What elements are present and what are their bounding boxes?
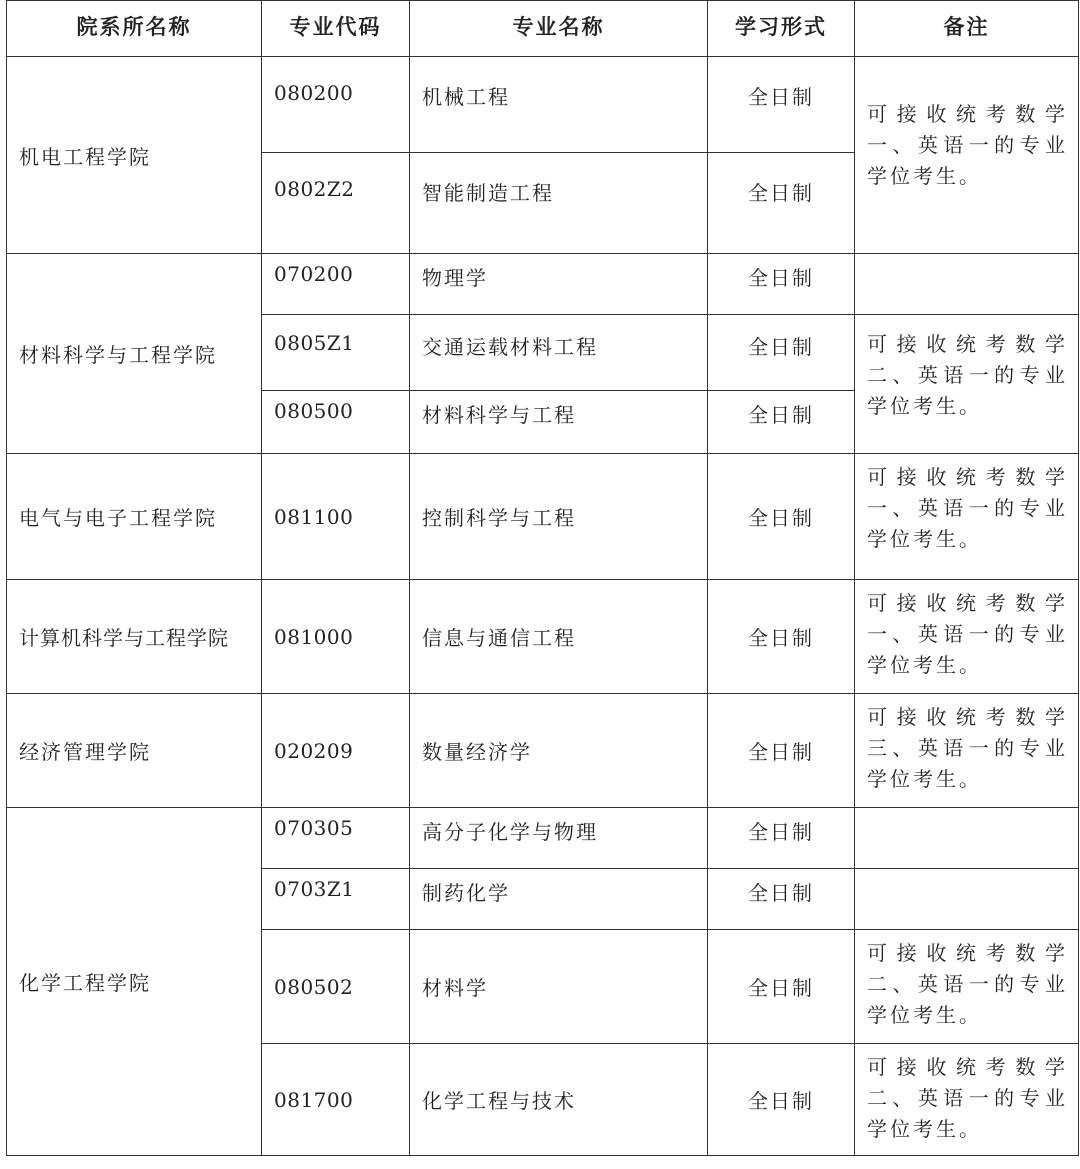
name-cell: 材料科学与工程 xyxy=(410,391,708,454)
name-cell: 化学工程与技术 xyxy=(410,1044,708,1156)
header-form: 学习形式 xyxy=(708,1,855,57)
code-cell: 081700 xyxy=(262,1044,410,1156)
school-cell: 化学工程学院 xyxy=(7,808,262,1156)
name-cell: 控制科学与工程 xyxy=(410,454,708,580)
note-cell: 可接收统考数学二、英语一的专业学位考生。 xyxy=(855,315,1079,454)
form-cell: 全日制 xyxy=(708,254,855,315)
form-cell: 全日制 xyxy=(708,57,855,153)
table-header-row xyxy=(7,1,1079,57)
form-cell: 全日制 xyxy=(708,391,855,454)
header-code: 专业代码 xyxy=(262,1,410,57)
name-cell: 信息与通信工程 xyxy=(410,580,708,694)
note-cell: 可接收统考数学一、英语一的专业学位考生。 xyxy=(855,57,1079,254)
code-cell: 020209 xyxy=(262,694,410,808)
code-cell: 081100 xyxy=(262,454,410,580)
school-cell: 电气与电子工程学院 xyxy=(7,454,262,580)
table-row xyxy=(7,694,1079,808)
form-cell: 全日制 xyxy=(708,153,855,254)
code-cell: 070200 xyxy=(262,254,410,315)
note-cell xyxy=(855,869,1079,930)
code-cell: 070305 xyxy=(262,808,410,869)
note-cell: 可接收统考数学一、英语一的专业学位考生。 xyxy=(855,454,1079,580)
name-cell: 数量经济学 xyxy=(410,694,708,808)
form-cell: 全日制 xyxy=(708,454,855,580)
note-cell xyxy=(855,808,1079,869)
code-cell: 080500 xyxy=(262,391,410,454)
form-cell: 全日制 xyxy=(708,694,855,808)
form-cell: 全日制 xyxy=(708,808,855,869)
name-cell: 物理学 xyxy=(410,254,708,315)
code-cell: 081000 xyxy=(262,580,410,694)
note-cell: 可接收统考数学二、英语一的专业学位考生。 xyxy=(855,1044,1079,1156)
note-cell xyxy=(855,254,1079,315)
code-cell: 080200 xyxy=(262,57,410,153)
name-cell: 交通运载材料工程 xyxy=(410,315,708,391)
code-cell: 080502 xyxy=(262,930,410,1044)
name-cell: 高分子化学与物理 xyxy=(410,808,708,869)
code-cell: 0703Z1 xyxy=(262,869,410,930)
school-cell: 计算机科学与工程学院 xyxy=(7,580,262,694)
code-cell: 0802Z2 xyxy=(262,153,410,254)
note-cell: 可接收统考数学二、英语一的专业学位考生。 xyxy=(855,930,1079,1044)
table-row xyxy=(7,580,1079,694)
header-school: 院系所名称 xyxy=(7,1,262,57)
name-cell: 机械工程 xyxy=(410,57,708,153)
form-cell: 全日制 xyxy=(708,1044,855,1156)
table-row xyxy=(7,254,1079,315)
program-table xyxy=(6,0,1079,1156)
form-cell: 全日制 xyxy=(708,315,855,391)
name-cell: 材料学 xyxy=(410,930,708,1044)
note-cell: 可接收统考数学一、英语一的专业学位考生。 xyxy=(855,580,1079,694)
form-cell: 全日制 xyxy=(708,930,855,1044)
table-row xyxy=(7,454,1079,580)
form-cell: 全日制 xyxy=(708,580,855,694)
table-row xyxy=(7,57,1079,153)
table-row xyxy=(7,808,1079,869)
name-cell: 智能制造工程 xyxy=(410,153,708,254)
school-cell: 材料科学与工程学院 xyxy=(7,254,262,454)
school-cell: 经济管理学院 xyxy=(7,694,262,808)
school-cell: 机电工程学院 xyxy=(7,57,262,254)
header-note: 备注 xyxy=(855,1,1079,57)
form-cell: 全日制 xyxy=(708,869,855,930)
code-cell: 0805Z1 xyxy=(262,315,410,391)
header-name: 专业名称 xyxy=(410,1,708,57)
note-cell: 可接收统考数学三、英语一的专业学位考生。 xyxy=(855,694,1079,808)
name-cell: 制药化学 xyxy=(410,869,708,930)
